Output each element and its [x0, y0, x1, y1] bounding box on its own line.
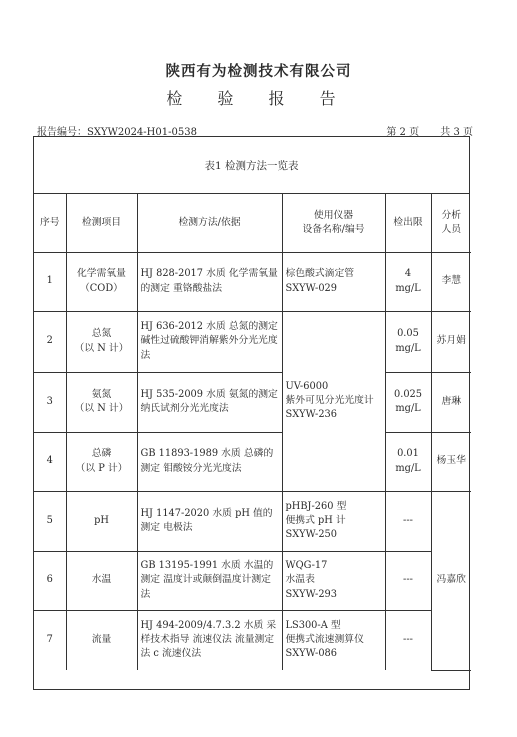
table-caption: 表1 检测方法一览表 [34, 137, 469, 194]
col-item: 检测项目 [66, 194, 137, 252]
cell-instrument: 棕色酸式滴定管 SXYW-029 [282, 252, 385, 311]
table-row [34, 252, 471, 311]
cell-seq: 3 [34, 372, 66, 432]
report-title: 检 验 报 告 [166, 89, 351, 108]
cell-item: 氨氮 （以 N 计） [66, 372, 137, 432]
table-row [34, 432, 471, 491]
cell-analyst: 唐琳 [431, 372, 471, 432]
company-name: 陕西有为检测技术有限公司 [165, 63, 352, 80]
page-current: 第 2 页 [386, 127, 420, 138]
cell-limit: 0.025 mg/L [385, 372, 431, 432]
table-row [34, 551, 471, 610]
cell-item: pH [66, 491, 137, 551]
header-row [34, 194, 471, 252]
cell-analyst: 杨玉华 [431, 432, 471, 491]
cell-method: HJ 636-2012 水质 总氮的测定 碱性过硫酸钾消解紫外分光光度法 [137, 311, 282, 372]
cell-instrument: pHBJ-260 型 便携式 pH 计 SXYW-250 [282, 491, 385, 551]
cell-analyst: 李慧 [431, 252, 471, 311]
cell-seq: 7 [34, 610, 66, 670]
cell-seq: 2 [34, 311, 66, 372]
table-row [34, 610, 471, 670]
cell-method: GB 11893-1989 水质 总磷的测定 钼酸铵分光光度法 [137, 432, 282, 491]
cell-limit: --- [385, 610, 431, 670]
cell-method: HJ 828-2017 水质 化学需氧量的测定 重铬酸盐法 [137, 252, 282, 311]
col-seq: 序号 [34, 194, 66, 252]
cell-method: HJ 535-2009 水质 氨氮的测定 纳氏试剂分光光度法 [137, 372, 282, 432]
methods-table-frame [33, 136, 470, 690]
cell-seq: 4 [34, 432, 66, 491]
cell-seq: 5 [34, 491, 66, 551]
cell-instrument: WQG-17 水温表 SXYW-293 [282, 551, 385, 610]
cell-limit: 0.05 mg/L [385, 311, 431, 372]
cell-instrument: LS300-A 型 便携式流速测算仪 SXYW-086 [282, 610, 385, 670]
col-method: 检测方法/依据 [137, 194, 282, 252]
cell-limit: 0.01 mg/L [385, 432, 431, 491]
col-analyst: 分析 人员 [431, 194, 471, 252]
cell-item: 总磷 （以 P 计） [66, 432, 137, 491]
cell-analyst: 冯嘉欣 [431, 491, 471, 670]
cell-seq: 1 [34, 252, 66, 311]
cell-instrument: UV-6000 紫外可见分光光度计 SXYW-236 [282, 311, 385, 491]
table-row [34, 372, 471, 432]
cell-limit: 4 mg/L [385, 252, 431, 311]
col-limit: 检出限 [385, 194, 431, 252]
cell-analyst: 苏月娟 [431, 311, 471, 372]
cell-method: GB 13195-1991 水质 水温的测定 温度计或颠倒温度计测定法 [137, 551, 282, 610]
page-total: 共 3 页 [440, 127, 473, 138]
cell-method: HJ 494-2009/4.7.3.2 水质 采样技术指导 流速仪法 流量测定法 c 流速仪法 [137, 610, 282, 670]
cell-item: 流量 [66, 610, 137, 670]
table-row [34, 491, 471, 551]
cell-item: 化学需氧量 （COD） [66, 252, 137, 311]
cell-limit: --- [385, 551, 431, 610]
cell-item: 水温 [66, 551, 137, 610]
cell-limit: --- [385, 491, 431, 551]
cell-seq: 6 [34, 551, 66, 610]
cell-method: HJ 1147-2020 水质 pH 值的测定 电极法 [137, 491, 282, 551]
cell-item: 总氮 （以 N 计） [66, 311, 137, 372]
table-row [34, 311, 471, 372]
col-instrument: 使用仪器 设备名称/编号 [282, 194, 385, 252]
report-number: 报告编号：SXYW2024-H01-0538 [37, 127, 197, 138]
methods-table [34, 194, 471, 671]
